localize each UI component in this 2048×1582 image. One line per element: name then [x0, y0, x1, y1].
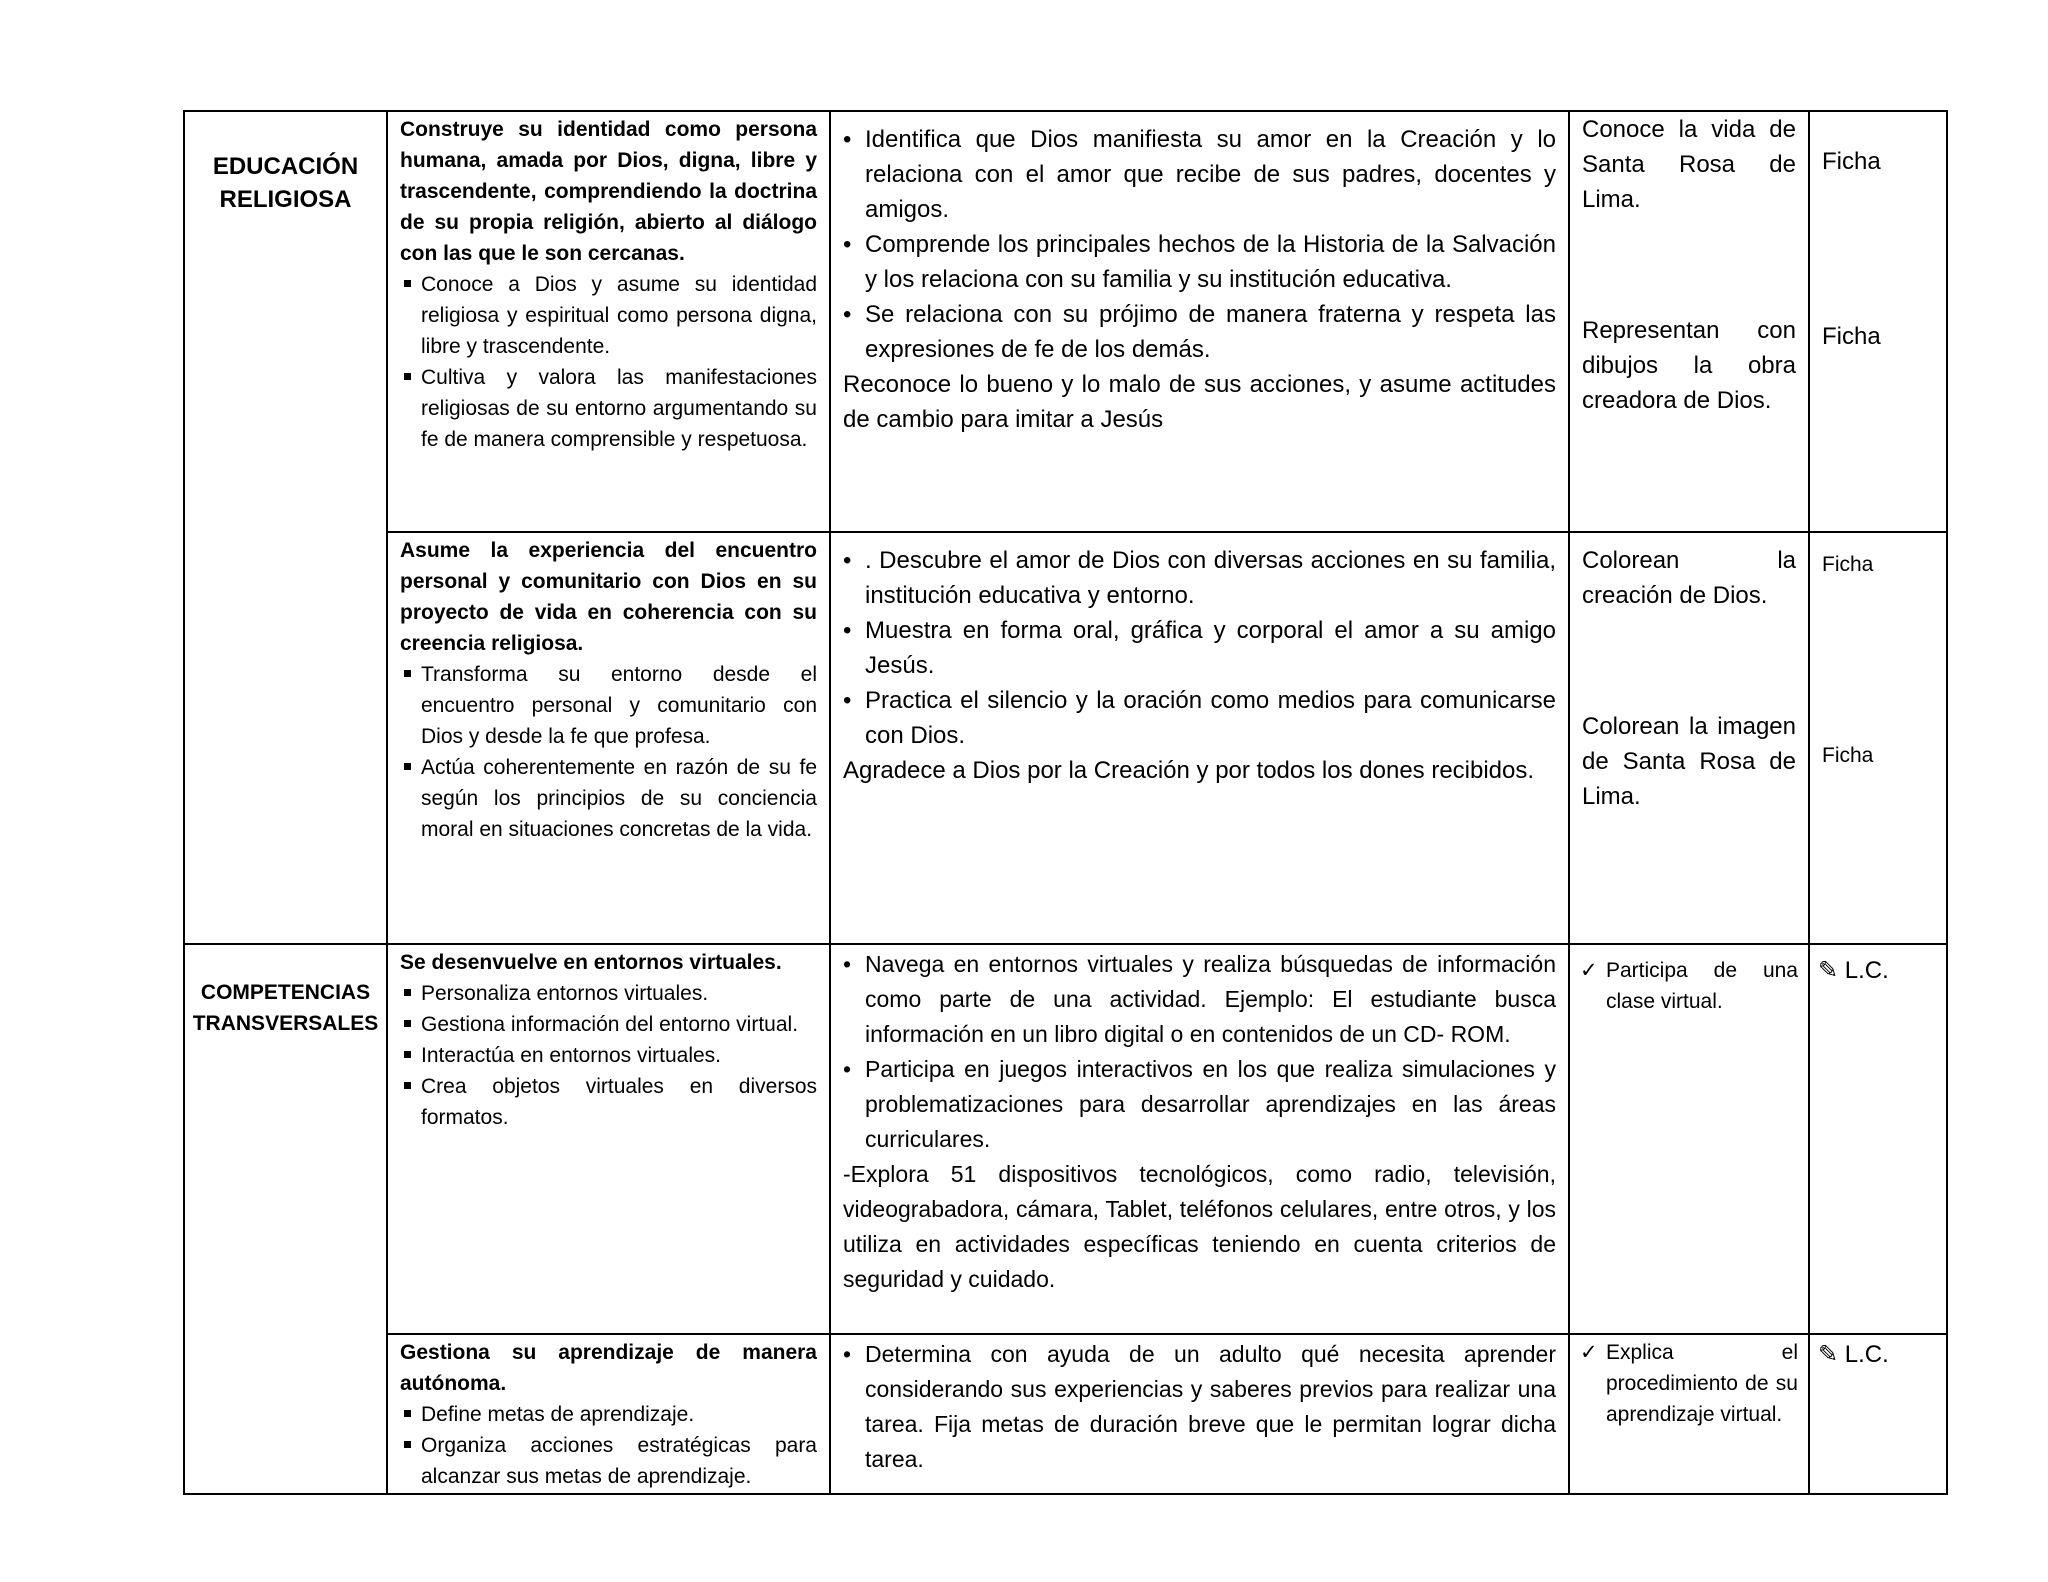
checkmark-icon: ✓: [1580, 959, 1598, 982]
activity-text: Representan con dibujos la obra creadora de Dios.: [1582, 317, 1796, 414]
performance-list: [843, 122, 1556, 367]
area-cell-religion: [184, 111, 387, 944]
instrument-text: Ficha: [1822, 323, 1881, 350]
instrument-text: L.C.: [1844, 1341, 1889, 1368]
activity-text: Colorean la imagen de Santa Rosa de Lima.: [1582, 713, 1796, 810]
instrument-text: Ficha: [1822, 148, 1881, 175]
competence-title: Asume la experiencia del encuentro personal y comunitario con Dios en su proyecto de vida en coherencia con su creencia religiosa.: [400, 539, 817, 655]
competence-cell: [387, 111, 830, 532]
activity-cell: [1569, 532, 1809, 944]
table-row: [184, 532, 1947, 944]
capacity-item: Actúa coherentemente en razón de su fe según los principios de su conciencia moral en situaciones concretas de la vida.: [400, 752, 817, 845]
performance-note: -Explora 51 dispositivos tecnológicos, como radio, televisión, videograbadora, cámara, Tablet, teléfonos celulares, entre otros, y los utiliza en actividades específicas teniendo en cuenta criterios de seguridad y cuidado.: [843, 1161, 1556, 1292]
curriculum-table: [183, 110, 1948, 1495]
activity-cell: [1569, 944, 1809, 1334]
activity-text: Colorean la creación de Dios.: [1582, 547, 1796, 609]
capacity-item: Crea objetos virtuales en diversos formatos.: [400, 1071, 817, 1133]
performance-cell: [830, 532, 1569, 944]
performance-cell: [830, 111, 1569, 532]
activity-cell: [1569, 1334, 1809, 1494]
capacity-item: Define metas de aprendizaje.: [400, 1399, 817, 1430]
pencil-icon: ✎: [1818, 957, 1839, 984]
instrument-cell: [1809, 111, 1947, 532]
activity-text: Participa de una clase virtual.: [1606, 959, 1798, 1013]
competence-cell: [387, 532, 830, 944]
capacity-item: Transforma su entorno desde el encuentro personal y comunitario con Dios y desde la fe que profesa.: [400, 659, 817, 752]
performance-cell: [830, 944, 1569, 1334]
performance-cell: [830, 1334, 1569, 1494]
capacity-item: Gestiona información del entorno virtual.: [400, 1009, 817, 1040]
instrument-cell: [1809, 532, 1947, 944]
checkmark-icon: ✓: [1580, 1341, 1598, 1364]
competence-title: Se desenvuelve en entornos virtuales.: [400, 951, 782, 974]
capacity-item: Organiza acciones estratégicas para alcanzar sus metas de aprendizaje.: [400, 1430, 817, 1492]
table-row: [184, 1334, 1947, 1494]
capacity-item: Conoce a Dios y asume su identidad religiosa y espiritual como persona digna, libre y trascendente.: [400, 269, 817, 362]
performance-item: • Se relaciona con su prójimo de manera fraterna y respeta las expresiones de fe de los demás.: [843, 297, 1556, 367]
capacity-list: [400, 269, 817, 455]
performance-list: [843, 947, 1556, 1157]
performance-list: [843, 1337, 1556, 1477]
instrument-text: L.C.: [1844, 957, 1889, 984]
performance-item: • Practica el silencio y la oración como medios para comunicarse con Dios.: [843, 683, 1556, 753]
capacity-list: [400, 1399, 817, 1492]
area-cell-transversal: [184, 944, 387, 1494]
instrument-text: Ficha: [1822, 553, 1874, 576]
instrument-cell: [1809, 944, 1947, 1334]
competence-cell: [387, 944, 830, 1334]
area-label: EDUCACIÓN RELIGIOSA: [212, 153, 359, 213]
performance-note: Reconoce lo bueno y lo malo de sus acciones, y asume actitudes de cambio para imitar a Jesús: [843, 371, 1556, 433]
performance-list: [843, 543, 1556, 753]
competence-cell: [387, 1334, 830, 1494]
performance-item: • . Descubre el amor de Dios con diversas acciones en su familia, institución educativa y entorno.: [843, 543, 1556, 613]
table-row: [184, 944, 1947, 1334]
activity-cell: [1569, 111, 1809, 532]
area-label: COMPETENCIAS TRANSVERSALES: [192, 981, 379, 1035]
competence-title: Gestiona su aprendizaje de manera autónoma.: [400, 1341, 817, 1395]
capacity-item: Interactúa en entornos virtuales.: [400, 1040, 817, 1071]
pencil-icon: ✎: [1818, 1341, 1839, 1368]
capacity-item: Personaliza entornos virtuales.: [400, 978, 817, 1009]
instrument-cell: [1809, 1334, 1947, 1494]
capacity-list: [400, 659, 817, 845]
performance-note: Agradece a Dios por la Creación y por todos los dones recibidos.: [843, 757, 1535, 784]
instrument-text: Ficha: [1822, 744, 1874, 767]
competence-title: Construye su identidad como persona humana, amada por Dios, digna, libre y trascendente, comprendiendo la doctrina de su propia religión, abierto al diálogo con las que le son cercanas.: [400, 118, 817, 265]
activity-text: Conoce la vida de Santa Rosa de Lima.: [1582, 116, 1796, 213]
performance-item: • Determina con ayuda de un adulto qué necesita aprender considerando sus experiencias y saberes previos para realizar una tarea. Fija metas de duración breve que le permitan lograr dicha tarea.: [843, 1337, 1556, 1477]
performance-item: • Muestra en forma oral, gráfica y corporal el amor a su amigo Jesús.: [843, 613, 1556, 683]
performance-item: • Identifica que Dios manifiesta su amor en la Creación y lo relaciona con el amor que recibe de sus padres, docentes y amigos.: [843, 122, 1556, 227]
performance-item: • Participa en juegos interactivos en los que realiza simulaciones y problematizaciones para desarrollar aprendizajes en las áreas curriculares.: [843, 1052, 1556, 1157]
capacity-list: [400, 978, 817, 1133]
performance-item: • Comprende los principales hechos de la Historia de la Salvación y los relaciona con su familia y su institución educativa.: [843, 227, 1556, 297]
performance-item: • Navega en entornos virtuales y realiza búsquedas de información como parte de una actividad. Ejemplo: El estudiante busca información en un libro digital o en contenidos de un CD- ROM.: [843, 947, 1556, 1052]
activity-text: Explica el procedimiento de su aprendizaje virtual.: [1606, 1341, 1798, 1426]
table-row: [184, 111, 1947, 532]
capacity-item: Cultiva y valora las manifestaciones religiosas de su entorno argumentando su fe de manera comprensible y respetuosa.: [400, 362, 817, 455]
